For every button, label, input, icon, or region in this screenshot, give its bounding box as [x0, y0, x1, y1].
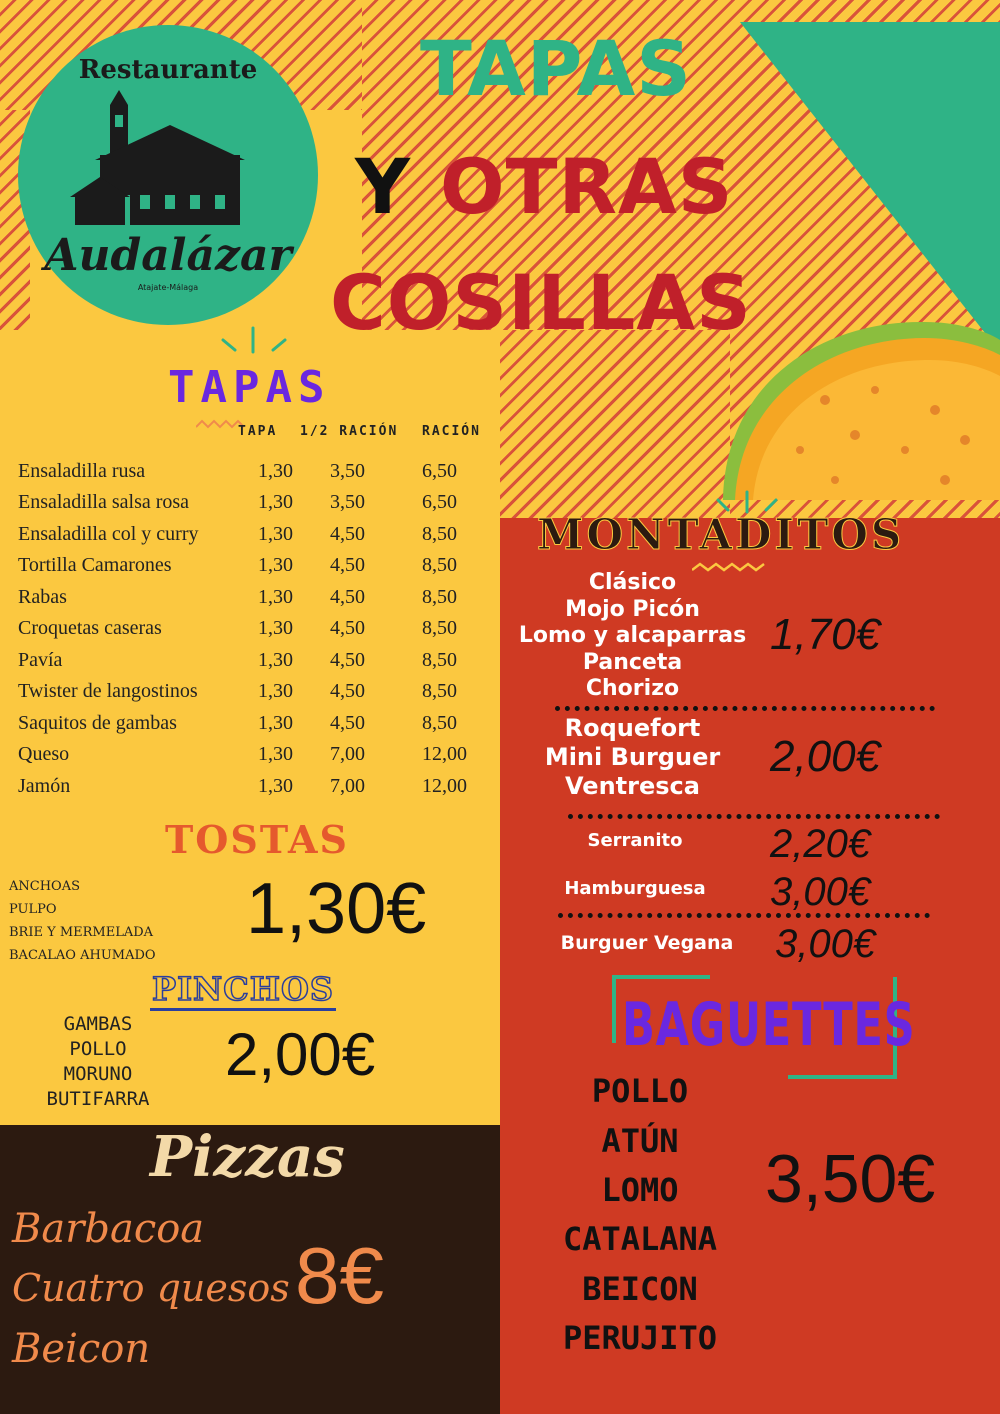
tapa-name: Ensaladilla salsa rosa [18, 491, 190, 513]
dotted-divider [555, 706, 935, 711]
tapa-name: Ensaladilla rusa [18, 460, 146, 482]
column-header-media-racion: 1/2 RACIÓN [300, 424, 399, 439]
table-row [18, 649, 488, 679]
racion-price: 6,50 [422, 460, 457, 482]
montaditos-group-2 [520, 714, 745, 801]
baguette-item: BEICON [582, 1270, 698, 1308]
montadito-burguer-vegana: Burguer Vegana [560, 932, 734, 954]
racion-price: 8,50 [422, 586, 457, 608]
tapa-price: 1,30 [258, 775, 293, 797]
logo-restaurante-label: Restaurante [78, 55, 258, 85]
list-item: Clásico [588, 570, 677, 595]
table-row [18, 743, 488, 773]
pizza-item: Barbacoa [12, 1206, 205, 1252]
sparkle-icon [215, 324, 295, 358]
list-item: BRIE Y MERMELADA [9, 925, 154, 940]
montadito-serranito-price: 2,20€ [770, 822, 871, 866]
media-racion-price: 4,50 [330, 554, 365, 576]
pizzas-heading: Pizzas [150, 1124, 345, 1190]
table-row [18, 712, 488, 742]
pinchos-list [42, 1012, 154, 1112]
tapa-price: 1,30 [258, 491, 293, 513]
list-item: MORUNO [63, 1063, 133, 1085]
dotted-divider [568, 814, 940, 819]
logo-restaurant-name: Audalázar [44, 230, 292, 281]
montadito-burguer-vegana-price: 3,00€ [775, 922, 876, 966]
montadito-serranito: Serranito [587, 830, 683, 851]
tapa-price: 1,30 [258, 743, 293, 765]
title-cosillas: COSILLAS [330, 258, 752, 347]
pinchos-price: 2,00€ [225, 1021, 376, 1088]
pinchos-heading: PINCHOS [150, 970, 336, 1011]
list-item: GAMBAS [63, 1013, 133, 1035]
tapa-name: Croquetas caseras [18, 617, 162, 639]
pizza-item: Beicon [12, 1326, 151, 1372]
table-row [18, 586, 488, 616]
montadito-hamburguesa-price: 3,00€ [770, 870, 871, 914]
racion-price: 6,50 [422, 491, 457, 513]
title-y: Y [355, 142, 412, 231]
column-header-tapa: TAPA [238, 424, 278, 439]
montaditos-price-2: 2,00€ [770, 732, 881, 781]
list-item: PULPO [9, 902, 57, 917]
tapa-name: Jamón [18, 775, 71, 797]
racion-price: 8,50 [422, 617, 457, 639]
tostas-list [9, 875, 156, 967]
racion-price: 8,50 [422, 712, 457, 734]
tapa-price: 1,30 [258, 554, 293, 576]
tapa-price: 1,30 [258, 523, 293, 545]
media-racion-price: 4,50 [330, 712, 365, 734]
tapa-name: Rabas [18, 586, 67, 608]
media-racion-price: 4,50 [330, 680, 365, 702]
baguette-item: POLLO [591, 1072, 689, 1110]
tapa-price: 1,30 [258, 680, 293, 702]
media-racion-price: 3,50 [330, 491, 365, 513]
list-item: POLLO [69, 1038, 127, 1060]
list-item: BACALAO AHUMADO [9, 948, 156, 963]
media-racion-price: 4,50 [330, 586, 365, 608]
tapa-name: Tortilla Camarones [18, 554, 172, 576]
title-otras: OTRAS [440, 142, 734, 231]
title-tapas: TAPAS [420, 24, 693, 113]
baguette-item: CATALANA [562, 1220, 718, 1258]
list-item: Chorizo [585, 676, 680, 702]
list-item: Mojo Picón [565, 596, 700, 622]
racion-price: 12,00 [422, 743, 467, 765]
list-item: Panceta [582, 649, 683, 675]
tapa-name: Saquitos de gambas [18, 712, 177, 734]
tapa-name: Pavía [18, 649, 63, 671]
tapa-price: 1,30 [258, 586, 293, 608]
montaditos-group-1 [505, 570, 760, 703]
racion-price: 8,50 [422, 554, 457, 576]
column-header-racion: RACIÓN [422, 424, 481, 439]
table-row [18, 617, 488, 647]
racion-price: 8,50 [422, 523, 457, 545]
logo-location: Atajate-Málaga [137, 283, 199, 292]
montadito-hamburguesa: Hamburguesa [564, 878, 706, 899]
list-item: Lomo y alcaparras [518, 623, 747, 649]
racion-price: 8,50 [422, 680, 457, 702]
list-item: Mini Burguer [544, 743, 721, 771]
baguette-item: LOMO [601, 1171, 679, 1209]
tapa-price: 1,30 [258, 617, 293, 639]
church-building-icon [70, 85, 270, 235]
pizza-item: Cuatro quesos [12, 1266, 290, 1310]
list-item: Ventresca [565, 772, 700, 800]
tapa-price: 1,30 [258, 460, 293, 482]
baguettes-heading: BAGUETTES [622, 990, 916, 1060]
media-racion-price: 7,00 [330, 743, 365, 765]
table-row [18, 523, 488, 553]
pizzas-price: 8€ [295, 1231, 384, 1320]
racion-price: 8,50 [422, 649, 457, 671]
table-row [18, 491, 488, 521]
tapa-price: 1,30 [258, 649, 293, 671]
tapa-price: 1,30 [258, 712, 293, 734]
media-racion-price: 4,50 [330, 617, 365, 639]
tostas-price: 1,30€ [246, 869, 427, 949]
media-racion-price: 4,50 [330, 523, 365, 545]
media-racion-price: 7,00 [330, 775, 365, 797]
table-row [18, 775, 488, 805]
tapa-name: Queso [18, 743, 70, 765]
baguette-item: ATÚN [601, 1122, 679, 1160]
table-row [18, 554, 488, 584]
restaurant-logo [18, 25, 318, 325]
striped-background-middle [500, 330, 730, 520]
montaditos-heading: MONTADITOS [537, 510, 905, 559]
list-item: Roquefort [564, 714, 701, 742]
media-racion-price: 4,50 [330, 649, 365, 671]
tapa-name: Ensaladilla col y curry [18, 523, 199, 545]
list-item: ANCHOAS [9, 879, 80, 894]
list-item: BUTIFARRA [46, 1088, 150, 1110]
tapa-name: Twister de langostinos [18, 680, 198, 702]
montaditos-price-1: 1,70€ [770, 610, 881, 659]
baguette-item: PERUJITO [562, 1319, 718, 1357]
tapas-heading: TAPAS [168, 362, 331, 413]
tostas-heading: TOSTAS [165, 817, 349, 862]
table-row [18, 680, 488, 710]
racion-price: 12,00 [422, 775, 467, 797]
table-row [18, 460, 488, 490]
media-racion-price: 3,50 [330, 460, 365, 482]
dotted-divider [558, 913, 930, 918]
baguettes-price: 3,50€ [765, 1141, 936, 1217]
